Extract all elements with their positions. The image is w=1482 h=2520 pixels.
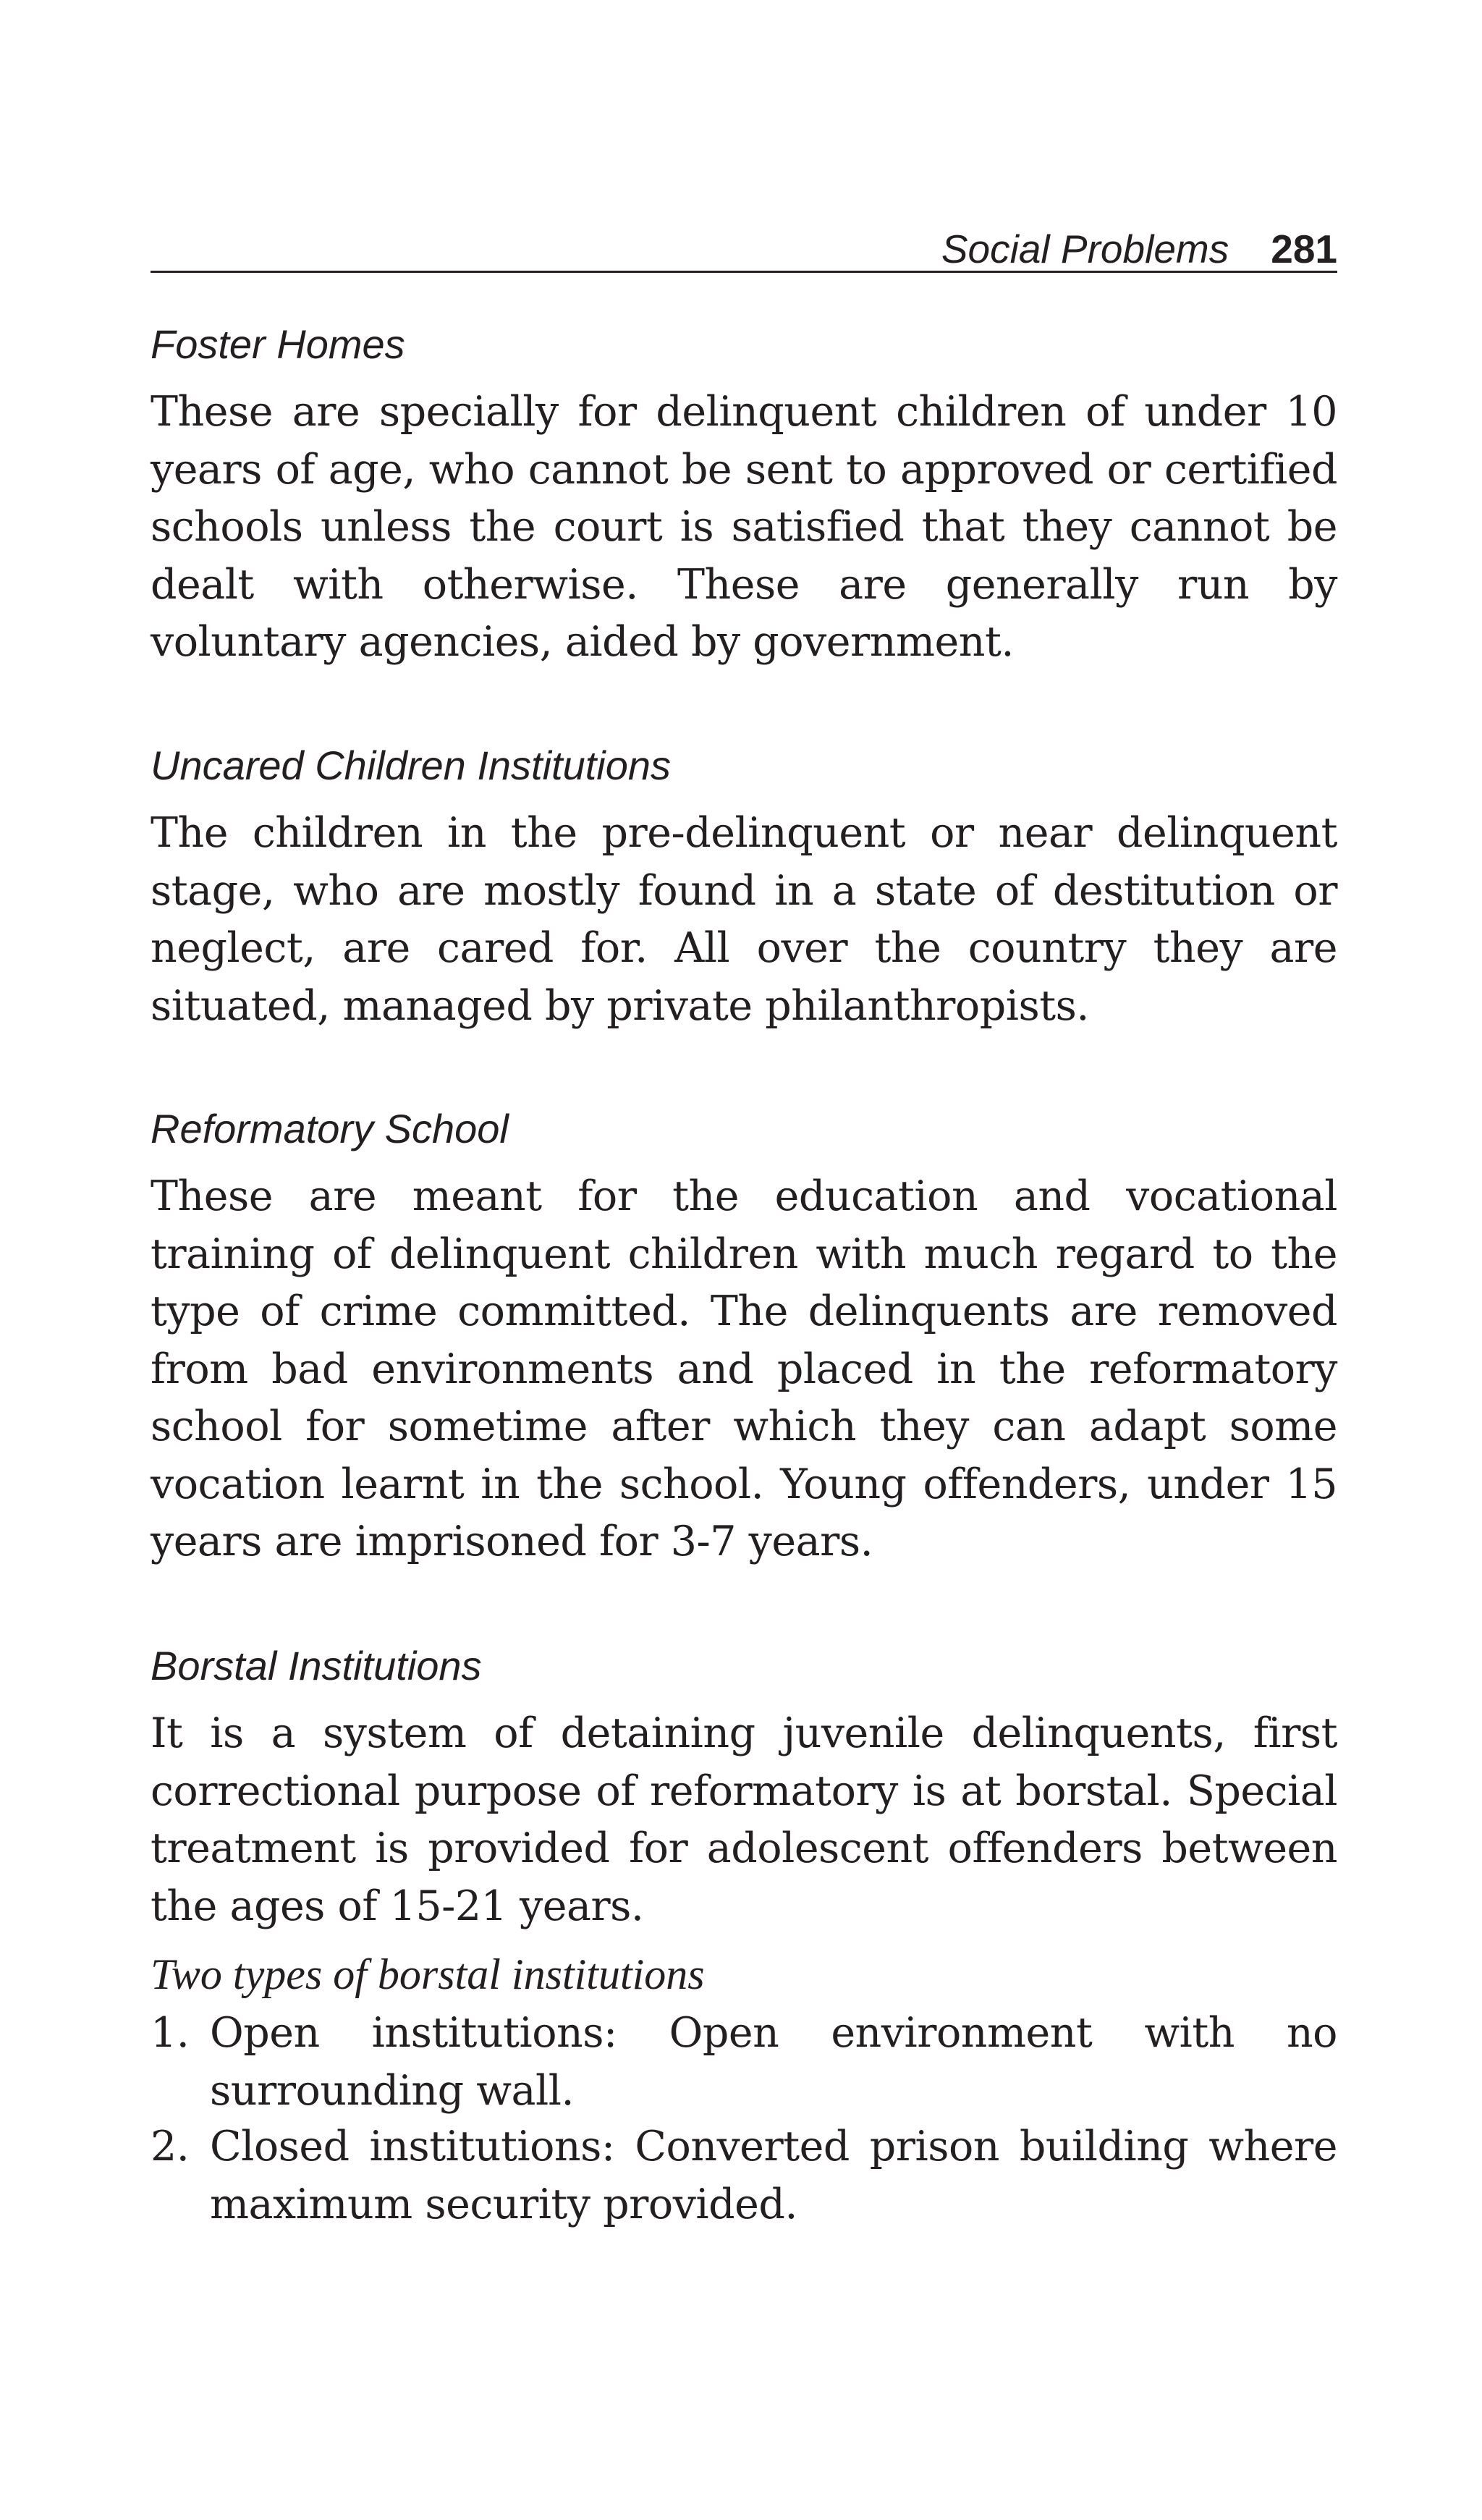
- list-subheading: Two types of borstal institutions: [151, 1950, 705, 1998]
- section-reformatory-school: [151, 1100, 1337, 1571]
- section-heading: Uncared Children Institutions: [151, 743, 672, 788]
- section-paragraph: The children in the pre-delinquent or near delinquent stage, who are mostly found in a state of destitution or neglect, are cared for. All over the country they are situated, managed by private philanthropists.: [151, 809, 1337, 1030]
- list-item-number: 2.: [151, 2123, 190, 2170]
- list-item-number: 1.: [151, 2009, 190, 2057]
- section-foster-homes: [151, 316, 1337, 672]
- list-item: [151, 2118, 1337, 2233]
- section-borstal-institutions: [151, 1637, 1337, 2233]
- section-paragraph: These are specially for delinquent children of under 10 years of age, who cannot be sent to approved or certified schools unless the court is satisfied that they cannot be dealt with otherwise. These are generally run by voluntary agencies, aided by government.: [151, 388, 1337, 666]
- section-uncared-children-institutions: [151, 737, 1337, 1035]
- section-heading: Foster Homes: [151, 321, 405, 367]
- section-paragraph: These are meant for the education and vocational training of delinquent children with much regard to the type of crime committed. The delinquents are removed from bad environments and placed in the reformatory school for sometime after which they can adapt some vocation learnt in the school. Young offenders, under 15 years are imprisoned for 3-7 years.: [151, 1172, 1337, 1565]
- section-paragraph: It is a system of detaining juvenile delinquents, first correctional purpose of reformatory is at borstal. Special treatment is provided for adolescent offenders between the ages of 15-21 years.: [151, 1709, 1337, 1930]
- page-number: 281: [1271, 227, 1337, 271]
- section-heading: Reformatory School: [151, 1106, 509, 1151]
- section-heading: Borstal Institutions: [151, 1643, 482, 1688]
- borstal-types-list: [151, 2005, 1337, 2233]
- running-head: [151, 211, 1337, 269]
- list-item-text: Closed institutions: Converted prison building where maximum security provided.: [210, 2123, 1337, 2228]
- list-item: [151, 2005, 1337, 2120]
- list-item-text: Open institutions: Open environment with no surrounding wall.: [210, 2009, 1337, 2115]
- header-rule: [151, 271, 1337, 273]
- running-head-title: Social Problems: [941, 227, 1229, 271]
